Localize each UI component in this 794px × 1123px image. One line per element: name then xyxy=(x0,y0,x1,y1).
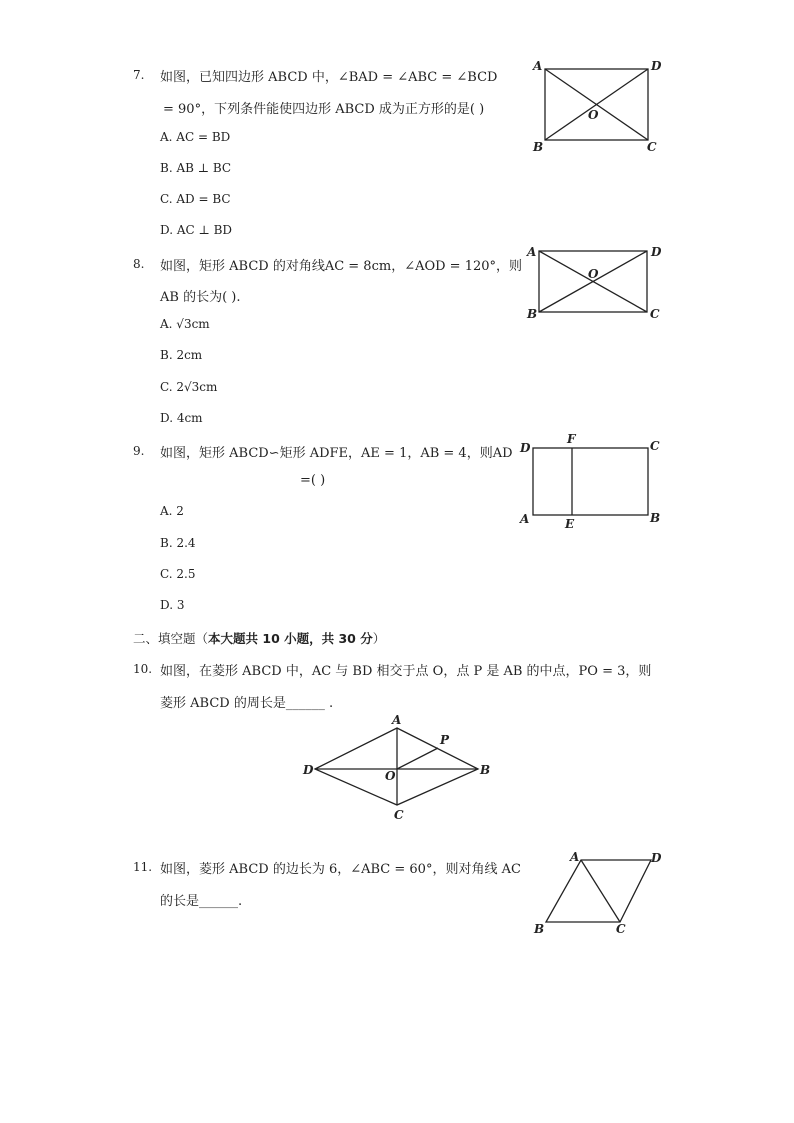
label-b: B xyxy=(480,763,491,777)
label-d: D xyxy=(651,59,662,73)
option-a: A. √3cm xyxy=(160,317,210,331)
question-stem-line2: 菱形 ABCD 的周长是______ . xyxy=(160,696,334,711)
label-o: O xyxy=(385,769,396,783)
option-b: B. 2.4 xyxy=(160,536,196,550)
label-a: A xyxy=(570,850,580,864)
section-heading-detail: 本大题共 10 小题，共 30 分 xyxy=(208,631,373,646)
rectangle-figure-q8 xyxy=(523,242,668,327)
label-f: F xyxy=(567,432,576,446)
label-d: D xyxy=(651,851,662,865)
option-c: C. AD = BC xyxy=(160,192,231,206)
question-stem-line1: 如图，矩形 ABCD∽矩形 ADFE，AE = 1，AB = 4，则AD xyxy=(160,446,513,461)
rectangle-figure-q9 xyxy=(516,432,666,532)
option-b: B. AB ⊥ BC xyxy=(160,161,232,175)
question-stem-line2: = 90°，下列条件能使四边形 ABCD 成为正方形的是( ) xyxy=(163,102,485,117)
label-c: C xyxy=(394,808,404,822)
label-a: A xyxy=(392,713,402,727)
label-c: C xyxy=(650,307,660,321)
question-stem-line2: AB 的长为( ). xyxy=(160,290,241,305)
option-d: D. 4cm xyxy=(160,411,203,425)
label-b: B xyxy=(650,511,661,525)
label-c: C xyxy=(616,922,626,936)
question-number: 7. xyxy=(133,68,145,82)
rhombus-figure-q11 xyxy=(530,848,670,938)
question-number: 8. xyxy=(133,257,145,271)
question-number: 9. xyxy=(133,444,145,458)
label-b: B xyxy=(533,140,544,154)
option-c: C. 2.5 xyxy=(160,567,196,581)
question-stem-line1: 如图，矩形 ABCD 的对角线AC = 8cm，∠AOD = 120°，则 xyxy=(160,259,523,274)
label-a: A xyxy=(520,512,530,526)
option-d: D. AC ⊥ BD xyxy=(160,223,233,237)
option-a: A. 2 xyxy=(160,504,184,518)
rhombus-outline xyxy=(546,860,651,922)
label-d: D xyxy=(651,245,662,259)
section-heading xyxy=(133,629,385,647)
question-stem-line1: 如图，在菱形 ABCD 中，AC 与 BD 相交于点 O，点 P 是 AB 的中点，PO = 3，则 xyxy=(160,664,652,679)
diagonal-ac xyxy=(581,860,620,922)
label-d: D xyxy=(303,763,314,777)
label-c: C xyxy=(647,140,657,154)
question-stem-line2: =( ) xyxy=(300,473,326,488)
label-o: O xyxy=(588,267,599,281)
rhombus-figure-q10 xyxy=(298,710,498,825)
question-stem-line1: 如图，菱形 ABCD 的边长为 6，∠ABC = 60°，则对角线 AC xyxy=(160,862,521,877)
question-stem-line2: 的长是______. xyxy=(160,894,243,909)
rectangle-outline xyxy=(533,448,648,515)
label-o: O xyxy=(588,108,599,122)
section-heading-prefix: 二、填空题（ xyxy=(133,631,209,646)
label-a: A xyxy=(527,245,537,259)
option-a: A. AC = BD xyxy=(160,130,231,144)
question-number: 10. xyxy=(133,662,153,676)
label-b: B xyxy=(534,922,545,936)
option-b: B. 2cm xyxy=(160,348,203,362)
label-b: B xyxy=(527,307,538,321)
label-c: C xyxy=(650,439,660,453)
label-d: D xyxy=(520,441,531,455)
option-c: C. 2√3cm xyxy=(160,380,218,394)
question-number: 11. xyxy=(133,860,153,874)
segment-po xyxy=(397,748,438,769)
label-e: E xyxy=(565,517,575,531)
section-heading-suffix: ） xyxy=(372,631,386,646)
label-a: A xyxy=(533,59,543,73)
rectangle-figure-q7 xyxy=(528,56,668,156)
question-stem-line1: 如图，已知四边形 ABCD 中，∠BAD = ∠ABC = ∠BCD xyxy=(160,70,498,85)
option-d: D. 3 xyxy=(160,598,185,612)
label-p: P xyxy=(440,733,450,747)
